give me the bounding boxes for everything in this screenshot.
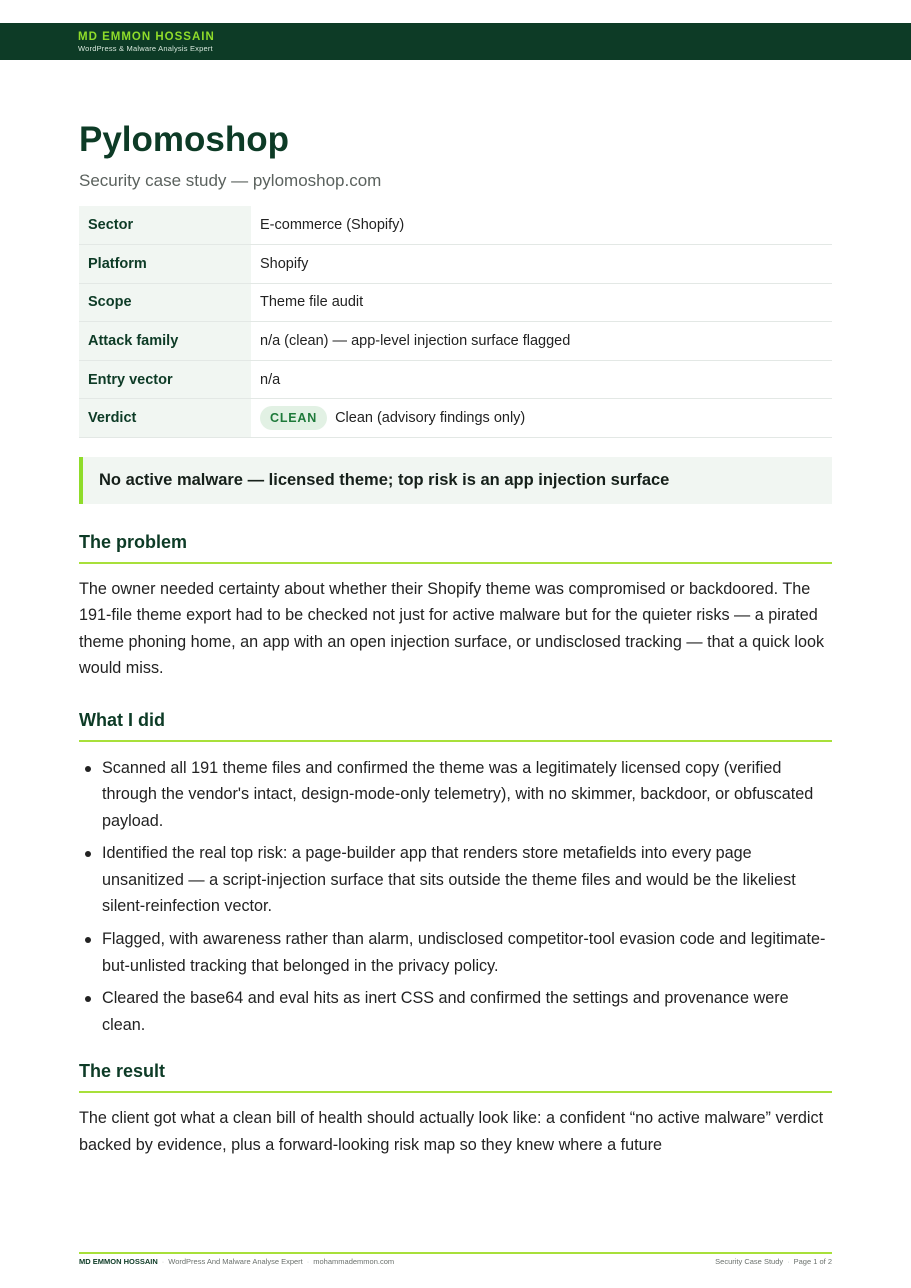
- footer-site[interactable]: mohammademmon.com: [313, 1257, 395, 1266]
- page-subtitle: Security case study — pylomoshop.com: [79, 171, 382, 190]
- meta-key: Entry vector: [79, 360, 251, 399]
- footer-doc-type: Security Case Study: [715, 1257, 784, 1266]
- header-bar: [0, 23, 911, 60]
- list-item: Cleared the base64 and eval hits as inert CSS and confirmed the settings and provenance were clean.: [79, 985, 832, 1038]
- verdict-text: Clean (advisory findings only): [335, 410, 526, 427]
- footer-separator: ·: [306, 1257, 310, 1266]
- meta-key: Attack family: [79, 322, 251, 361]
- meta-key: Platform: [79, 245, 251, 284]
- status-badge: CLEAN: [260, 406, 327, 430]
- list-item: Identified the real top risk: a page-builder app that renders store metafields into every page unsanitized — a script-injection surface that sits outside the theme files and would be the likeliest silent-reinfection vector.: [79, 840, 832, 919]
- table-row: [79, 245, 832, 284]
- section-heading-result: The result: [79, 1060, 832, 1093]
- meta-value: Shopify: [251, 245, 832, 284]
- page-footer: [79, 1252, 832, 1272]
- actions-list: [79, 755, 832, 1039]
- footer-left: [79, 1257, 394, 1266]
- page-number: Page 1 of 2: [793, 1257, 832, 1266]
- summary-callout: No active malware — licensed theme; top risk is an app injection surface: [79, 457, 832, 504]
- meta-value: n/a (clean) — app-level injection surface flagged: [251, 322, 832, 361]
- problem-paragraph: The owner needed certainty about whether their Shopify theme was compromised or backdoored. The 191-file theme export had to be checked not just for active malware but for the quieter risks — a pirated theme phoning home, an app with an open injection surface, or undisclosed tracking — that a quick look would miss.: [79, 580, 825, 678]
- meta-key: Verdict: [79, 399, 251, 438]
- table-row: [79, 206, 832, 245]
- main-content: [79, 118, 832, 1158]
- section-heading-what-i-did: What I did: [79, 709, 832, 742]
- table-row: [79, 399, 832, 438]
- meta-value: Theme file audit: [251, 283, 832, 322]
- page-title: Pylomoshop: [79, 120, 290, 159]
- meta-key: Sector: [79, 206, 251, 245]
- footer-separator: ·: [787, 1257, 790, 1266]
- footer-name: MD EMMON HOSSAIN: [79, 1257, 158, 1266]
- brand-tagline: WordPress & Malware Analysis Expert: [78, 44, 213, 53]
- table-row: [79, 322, 832, 361]
- result-paragraph: The client got what a clean bill of health should actually look like: a confident “no active malware” verdict backed by evidence, plus a forward-looking risk map so they knew where a future: [79, 1109, 824, 1154]
- meta-value: n/a: [251, 360, 832, 399]
- meta-value: E-commerce (Shopify): [251, 206, 832, 245]
- footer-right: [715, 1257, 832, 1266]
- table-row: [79, 283, 832, 322]
- footer-separator: ·: [161, 1257, 165, 1266]
- table-row: [79, 360, 832, 399]
- footer-role: WordPress And Malware Analyse Expert: [168, 1257, 303, 1266]
- meta-key: Scope: [79, 283, 251, 322]
- meta-value-verdict: [251, 399, 832, 438]
- section-heading-problem: The problem: [79, 531, 832, 564]
- metadata-table: [79, 206, 832, 438]
- list-item: Flagged, with awareness rather than alarm, undisclosed competitor-tool evasion code and legitimate-but-unlisted tracking that belonged in the privacy policy.: [79, 926, 832, 979]
- list-item: Scanned all 191 theme files and confirmed the theme was a legitimately licensed copy (verified through the vendor's intact, design-mode-only telemetry), with no skimmer, backdoor, or obfuscated payload.: [79, 755, 832, 834]
- brand-name: MD EMMON HOSSAIN: [78, 31, 215, 43]
